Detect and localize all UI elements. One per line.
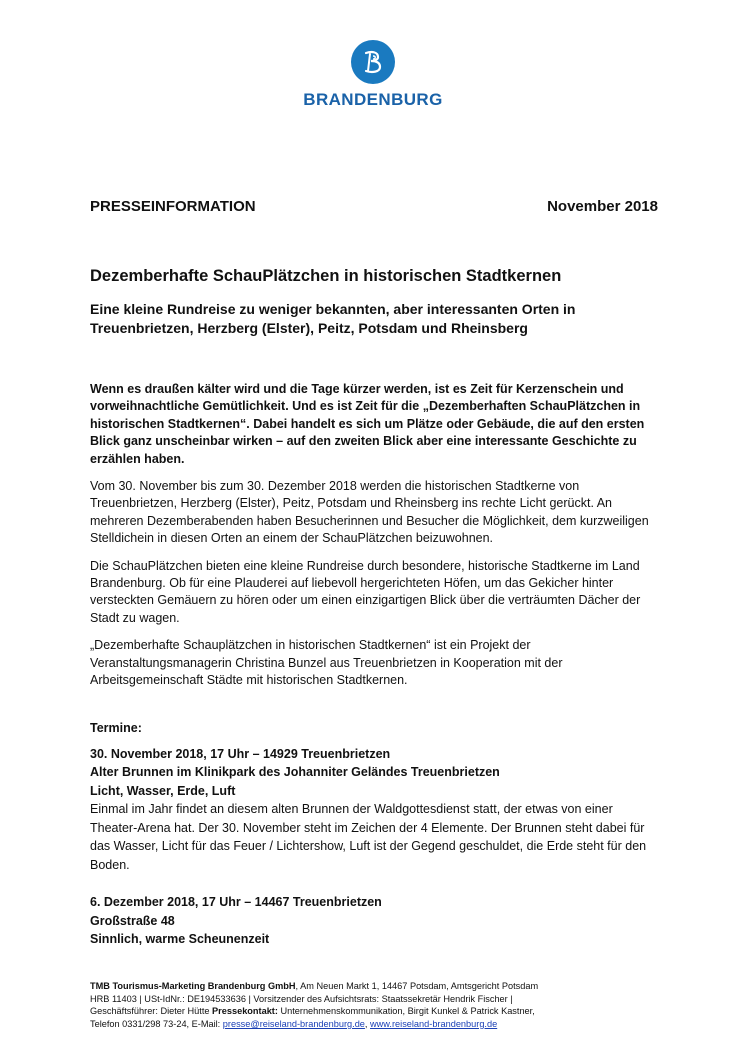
logo-wordmark: BRANDENBURG — [303, 90, 443, 109]
event-location: Alter Brunnen im Klinikpark des Johanniter Geländes Treuenbrietzen — [90, 765, 500, 779]
event-theme: Licht, Wasser, Erde, Luft — [90, 783, 236, 798]
subheadline: Eine kleine Rundreise zu weniger bekannten, aber interessanten Orten in Treuenbrietzen, Herzberg (Elster), Peitz, Potsdam und Rheinsberg — [90, 301, 576, 336]
footer-ceo: Geschäftsführer: Dieter Hütte — [90, 1006, 213, 1017]
brandenburg-logo — [0, 40, 746, 110]
event-date-place: 30. November 2018, 17 Uhr – 14929 Treuenbrietzen — [90, 746, 391, 761]
footer-company: TMB Tourismus-Marketing Brandenburg GmbH — [90, 981, 296, 991]
footer-line-1 — [90, 980, 658, 993]
event-date-place: 6. Dezember 2018, 17 Uhr – 14467 Treuenbrietzen — [90, 895, 382, 909]
footer-line-4 — [90, 1018, 658, 1031]
event-location: Großstraße 48 — [90, 913, 175, 928]
footer-email-link[interactable]: presse@reiseland-brandenburg.de — [222, 1018, 365, 1029]
brandenburg-emblem-icon — [351, 40, 395, 84]
body-paragraph-2: Die SchauPlätzchen bieten eine kleine Rundreise durch besondere, historische Stadtkerne im Land Brandenburg. Ob für eine Plauderei auf liebevoll hergerichteten Höfen, um das Gekicher hinter versteckten Gemäuern zu hören oder um einen einzigartigen Blick über die verträumten Dächer der Stadt zu wagen. — [90, 558, 641, 625]
footer-press-contact: Unternehmenskommunikation, Birgit Kunkel & Patrick Kastner, — [277, 1006, 535, 1017]
body-paragraph-1: Vom 30. November bis zum 30. Dezember 2018 werden die historischen Stadtkerne von Treuenbrietzen, Herzberg (Elster), Peitz, Potsdam und Rheinsberg ins rechte Licht gerückt. An mehreren Dezemberabenden haben Besucherinnen und Besucher die Möglichkeit, dem kurzweiligen Stelldichein in diesen Orten an einem der SchauPlätzchen beizuwohnen. — [90, 479, 649, 546]
footer-website-link[interactable]: www.reiseland-brandenburg.de — [370, 1018, 498, 1029]
lead-paragraph: Wenn es draußen kälter wird und die Tage kürzer werden, ist es Zeit für Kerzenschein und vorweihnachtliche Gemütlichkeit. Und es ist Zeit für die „Dezemberhaften SchauPlätzchen in historischen Stadtkernen“. Dabei handelt es sich um Plätze oder Gebäude, die auf den ersten Blick ganz unscheinbar wirken – auf den zweiten Blick aber eine interessante Geschichte zu erzählen haben. — [90, 382, 645, 466]
document-date: November 2018 — [547, 198, 658, 215]
event-description: Einmal im Jahr findet an diesem alten Brunnen der Waldgottesdienst statt, der etwas von einer Theater-Arena hat. Der 30. November steht im Zeichen der 4 Elemente. Der Brunnen steht dabei für das Wasser, Licht für das Feuer / Lichtershow, Luft ist der Gegend geschuldet, die Erde steht für den Boden. — [90, 802, 647, 872]
footer-address: , Am Neuen Markt 1, 14467 Potsdam, Amtsgericht Potsdam — [295, 981, 539, 991]
footer-phone: Telefon 0331/298 73-24, E-Mail: — [90, 1018, 223, 1029]
headline: Dezemberhafte SchauPlätzchen in historischen Stadtkernen — [90, 267, 562, 285]
document-type-label: PRESSEINFORMATION — [90, 198, 256, 215]
document-header — [90, 198, 658, 215]
footer-line-2: HRB 11403 | USt-IdNr.: DE194533636 | Vorsitzender des Aufsichtsrats: Staatssekretär Hendrik Fischer | — [90, 993, 513, 1004]
event-theme: Sinnlich, warme Scheunenzeit — [90, 932, 270, 946]
body-paragraph-3: „Dezemberhafte Schauplätzchen in historischen Stadtkernen“ ist ein Projekt der Veranstaltungsmanagerin Christina Bunzel aus Treuenbrietzen in Kooperation mit der Arbeitsgemeinschaft Städte mit historischen Stadtkernen. — [90, 638, 563, 688]
event-item — [90, 745, 658, 875]
page-footer — [90, 980, 658, 1030]
event-item — [90, 893, 658, 949]
footer-line-3 — [90, 1005, 658, 1018]
termine-heading: Termine: — [90, 720, 142, 735]
footer-separator: , — [364, 1018, 371, 1029]
press-release — [90, 198, 658, 949]
footer-press-label: Pressekontakt: — [212, 1006, 278, 1017]
